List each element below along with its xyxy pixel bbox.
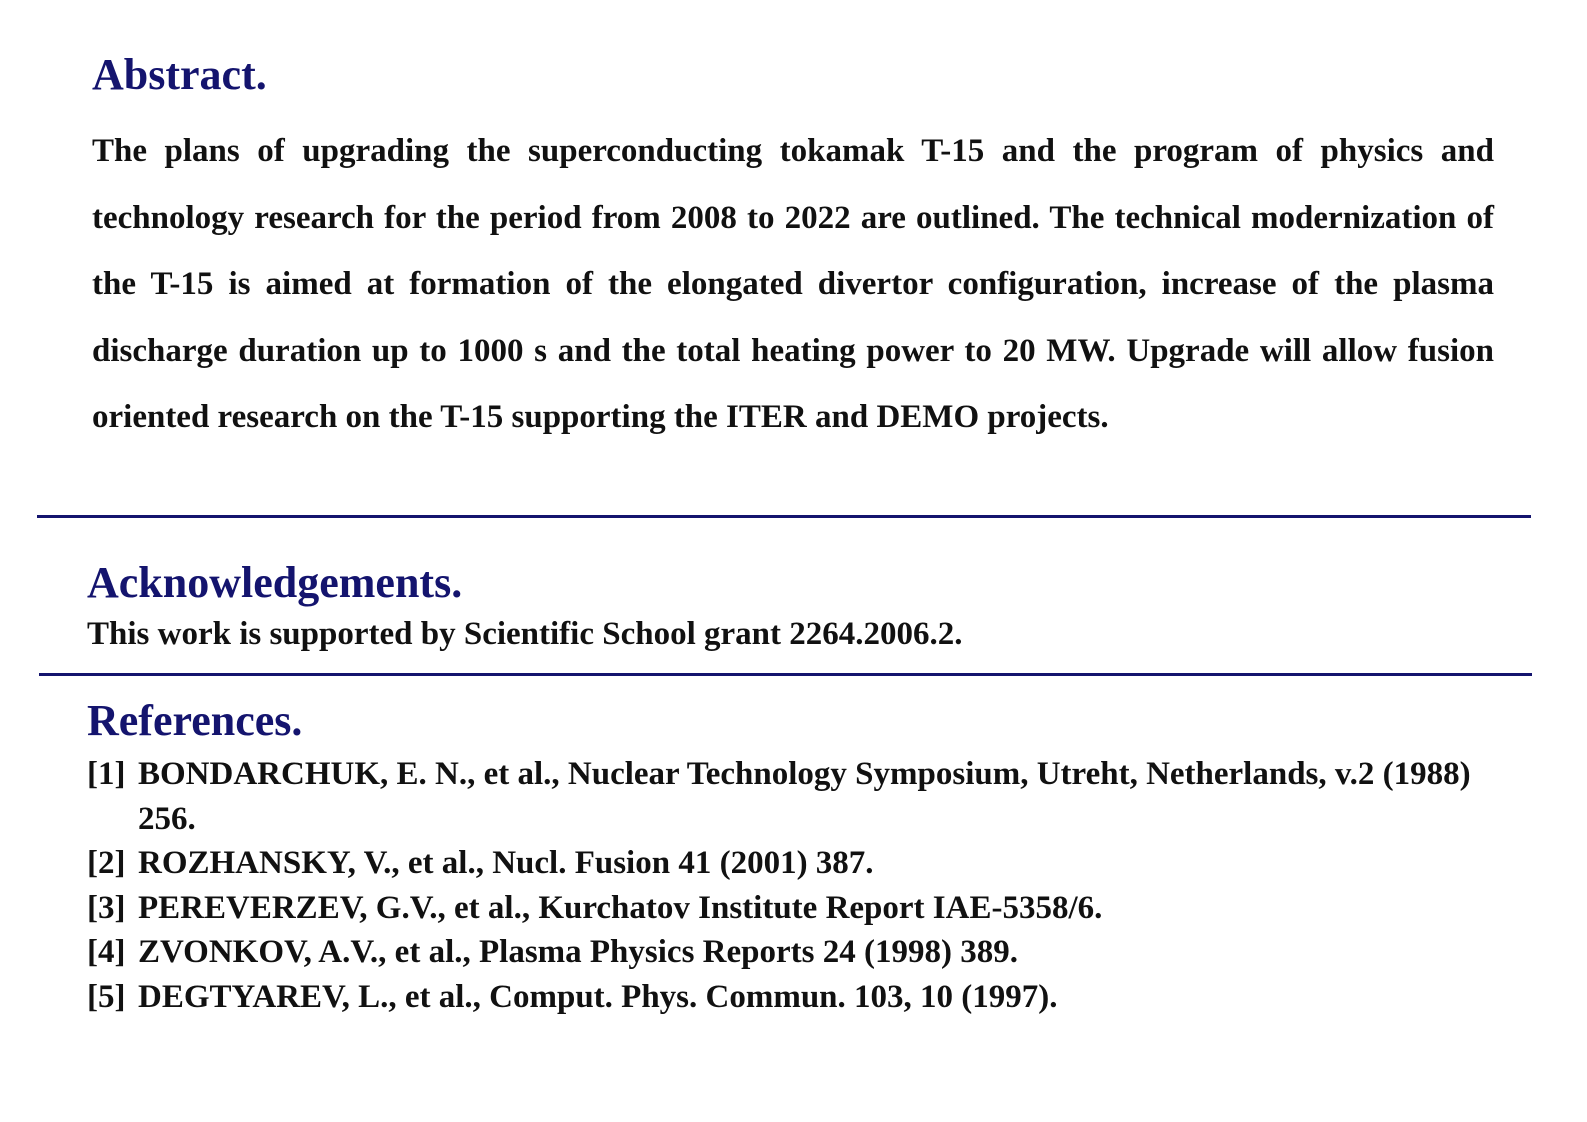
references-heading: References. [87, 696, 303, 745]
section-divider [37, 515, 1531, 518]
reference-item [87, 930, 1487, 975]
acknowledgements-heading: Acknowledgements. [87, 558, 463, 607]
reference-list [87, 752, 1487, 1019]
reference-text: ROZHANSKY, V., et al., Nucl. Fusion 41 (2001) 387. [138, 845, 874, 881]
abstract-heading: Abstract. [92, 50, 267, 99]
reference-number: [1] [87, 756, 126, 792]
abstract-text: The plans of upgrading the superconducting tokamak T-15 and the program of physics and technology research for the period from 2008 to 2022 are outlined. The technical modernization of the T-15 is aimed at formation of the elongated divertor configuration, increase of the plasma discharge duration up to 1000 s and the total heating power to 20 MW. Upgrade will allow fusion oriented research on the T-15 supporting the ITER and DEMO projects. [92, 133, 1494, 435]
reference-text: DEGTYAREV, L., et al., Comput. Phys. Commun. 103, 10 (1997). [138, 978, 1058, 1015]
reference-item [87, 886, 1487, 931]
reference-item [87, 975, 1487, 1020]
acknowledgements-text: This work is supported by Scientific School grant 2264.2006.2. [87, 616, 963, 652]
reference-text: PEREVERZEV, G.V., et al., Kurchatov Institute Report IAE-5358/6. [138, 889, 1103, 926]
reference-item [87, 752, 1487, 841]
reference-number: [4] [87, 934, 126, 970]
reference-number: [3] [87, 889, 126, 926]
reference-number: [2] [87, 845, 126, 881]
reference-text: ZVONKOV, A.V., et al., Plasma Physics Reports 24 (1998) 389. [138, 934, 1018, 970]
section-divider [39, 673, 1532, 676]
reference-text: BONDARCHUK, E. N., et al., Nuclear Technology Symposium, Utreht, Netherlands, v.2 (1988) 256. [138, 756, 1471, 837]
reference-number: [5] [87, 978, 126, 1015]
reference-item [87, 841, 1487, 886]
